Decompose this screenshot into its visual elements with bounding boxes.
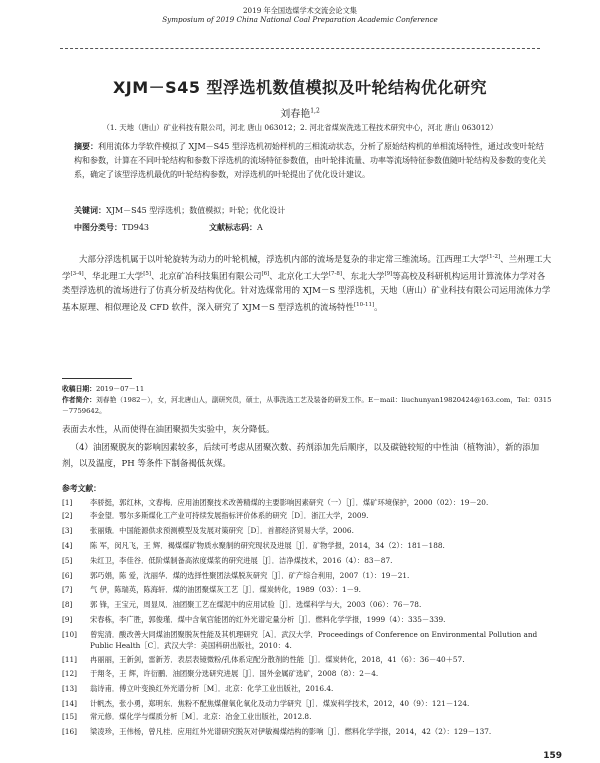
reference-item: [13] 翁诗甫．傅立叶变换红外光谱分析［M］．北京：化学工业出版社，2016.4. <box>62 684 334 694</box>
keywords <box>74 205 550 216</box>
intro-text-4: 、北京矿冶科技集团有限公司 <box>150 271 262 282</box>
intro-paragraph <box>62 250 552 315</box>
reference-item: [8] 郭 锋，王宝元，周显凤．油团聚工艺在煤泥中的应用试验［J］．选煤科学与大，2003（06）：76－78. <box>62 600 422 610</box>
page-number: 159 <box>543 751 562 761</box>
intro-text-8: 。 <box>374 303 383 314</box>
header-rule <box>60 48 540 49</box>
intro-text-1: 大部分浮选机属于以叶轮旋转为动力的叶轮机械，浮选机内部的流场是复杂的非定常三维流场。江西理工大学 <box>79 254 488 265</box>
reference-item: [3] 张丽娥．中国能源供求预测模型及发展对策研究［D］．首都经济贸易大学，2006. <box>62 526 354 536</box>
citation-6: [6] <box>261 271 270 278</box>
reference-item: [7] 气 伊，陈瑞英，陈海轩．煤的油团聚煤灰工艺［J］．煤炭转化，1989（03）：1－9. <box>62 585 361 595</box>
classification <box>74 222 550 233</box>
body-item-4: （4）油团聚脱灰的影响因素较多，后续可考虑从团聚次数、药剂添加先后顺序，以及碳链较短的中性油（植物油），新的添加剂，以及温度，PH 等条件下制备褐低灰煤。 <box>62 443 540 469</box>
reference-list <box>62 497 550 740</box>
author-bio: 刘春艳（1982－），女，河北唐山人，副研究员，硕士，从事洗选工艺及装备的研发工作。E－mail：liuchunyan19820424@163.com，Tel：0315－7759642。 <box>62 396 552 415</box>
reference-item: [9] 宋春栋，李广胜，郭俊瑾．煤中含氧官能团的红外光谱定量分析［J］．燃料化学学报，1999（4）：335－339. <box>62 614 446 624</box>
abstract-label: 摘要： <box>74 141 98 151</box>
intro-text-2: 、兰州理工大学 <box>62 254 552 282</box>
author-line <box>0 105 600 120</box>
header-english: Symposium of 2019 China National Coal Preparation Academic Conference <box>162 15 438 24</box>
reference-item: [10] 曾宪清．酸改善大同煤油团聚脱灰性能及其机理研究［A］．武汉大学．Proceedings of Conference on Environmental Pollution and Public Health［C］．武汉大学：美国科研出版社，2010：4. <box>62 629 538 651</box>
citation-1-2: [1-2] <box>487 254 501 260</box>
intro-text-5: 、北京化工大学 <box>269 271 329 282</box>
footnote <box>62 384 552 417</box>
author-bio-line <box>62 395 552 417</box>
citation-3-4: [3-4] <box>70 271 84 278</box>
abstract-text: 利用流体力学软件模拟了 XJM－S45 型浮选机初始样机的三相流动状态，分析了原始结构机的单相流场特性，通过改变叶轮结构和参数，计算在不同叶轮结构和参数下浮选机的流场特征参数值，由叶轮排流量、功率等流场特征参数值随叶轮结构及参数的变化关系，确定了该型浮选机最优的叶轮结构参数，对浮选机的叶轮提出了优化设计建议。 <box>74 142 546 180</box>
reference-item: [1] 李骄挺，郭红林，文春梅．应用油团聚技术改善精煤的主要影响因素研究（一）［J］．煤矿环境保护，2000（02）：19－20. <box>62 498 489 507</box>
body-continuation: 表面去水性，从而使得在油团聚损失实验中，灰分降低。 <box>62 425 275 435</box>
reference-item: [5] 朱红卫，李佳谷．低阶煤制备高浓度煤浆的研究进展［J］．洁净煤技术，2016（4）：83－87. <box>62 555 393 565</box>
footnote-rule <box>62 378 132 379</box>
received-date: 2019－07－11 <box>95 385 145 393</box>
bio-label: 作者简介： <box>62 396 96 404</box>
doc-code-value: A <box>257 223 263 232</box>
reference-item: [16] 梁凌珍，王伟杨，曾凡桂．应用红外光谱研究脱灰对伊敏褐煤结构的影响［J］．燃料化学学报，2014，42（2）：129－137. <box>62 727 492 737</box>
citation-10-11: [10-11] <box>354 302 375 309</box>
citation-9: [9] <box>384 271 393 278</box>
reference-item: [14] 计帆杰，张小勇，郑明东．焦粉不配焦煤催氧化氧化及动力学研究［J］．煤炭科学技术，2012，40（9）：121－124. <box>62 698 470 708</box>
reference-item: [15] 常元修．煤化学与煤质分析［M］．北京：冶金工业出版社，2012.8. <box>62 712 312 722</box>
reference-item: [4] 陈 军，闵凡飞，王 辉．褐煤煤矿物质水聚制的研究现状及进展［J］．矿物学报，2014，34（2）：181－188. <box>62 541 445 550</box>
intro-text-6: 、东北大学 <box>341 271 385 282</box>
author-name: 刘春艳 <box>280 109 311 120</box>
received-date-line <box>62 384 552 395</box>
keywords-text: XJM－S45 型浮选机；数值模拟；叶轮；优化设计 <box>106 206 286 215</box>
reference-item: [11] 冉丽丽，王新剑，雷新芳．表层表镜微粉/孔体系定配分散剂的性能［J］．煤炭转化，2018，41（6）：36－40＋57. <box>62 654 465 664</box>
citation-5: [5] <box>143 271 151 278</box>
references-heading: 参考文献： <box>62 484 101 493</box>
intro-text-7: 等高校及科研机构运用计算流体力学对各类型浮选机的流场进行了仿真分析及结构优化。针对选煤常用的 XJM－S 型浮选机，天地（唐山）矿业科技有限公司运用流体力学基本原理、相似理论及 CFD 软件，深入研究了 XJM－S 型浮选机的流场特性 <box>62 271 551 314</box>
keywords-label: 关键词： <box>74 205 106 215</box>
reference-item: [6] 郭巧娟，陈 爱，沈丽华．煤的选择性聚团法煤脱灰研究［J］．矿产综合利用，2007（1）：19－21. <box>62 570 410 580</box>
reference-item: [12] 于翔冬，王 辉，许衍鹏．油团聚分选研究进展［J］．国外金属矿选矿，2008（8）：2－4. <box>62 669 379 679</box>
running-header <box>0 6 600 24</box>
clc-value: TD943 <box>122 223 150 232</box>
paper-title: XJM－S45 型浮选机数值模拟及叶轮结构优化研究 <box>112 78 488 97</box>
clc-label: 中图分类号： <box>74 222 122 232</box>
reference-item: [2] 李金望．鄂尔多斯煤化工产业可持续发展指标评价体系的研究［D］．浙江大学，2009. <box>62 511 369 521</box>
header-chinese: 2019 年全国选煤学术交流会论文集 <box>242 6 357 15</box>
author-affil-marker: 1,2 <box>310 107 320 115</box>
abstract <box>74 139 550 183</box>
received-label: 收稿日期： <box>62 385 96 393</box>
affiliation: （1. 天地（唐山）矿业科技有限公司，河北 唐山 063012；2. 河北省煤炭洗选工程技术研究中心，河北 唐山 063012） <box>102 123 498 132</box>
intro-text-3: 、华北理工大学 <box>83 271 144 282</box>
doc-code-label: 文献标志码： <box>209 222 258 232</box>
citation-7-8: [7-8] <box>328 271 342 278</box>
